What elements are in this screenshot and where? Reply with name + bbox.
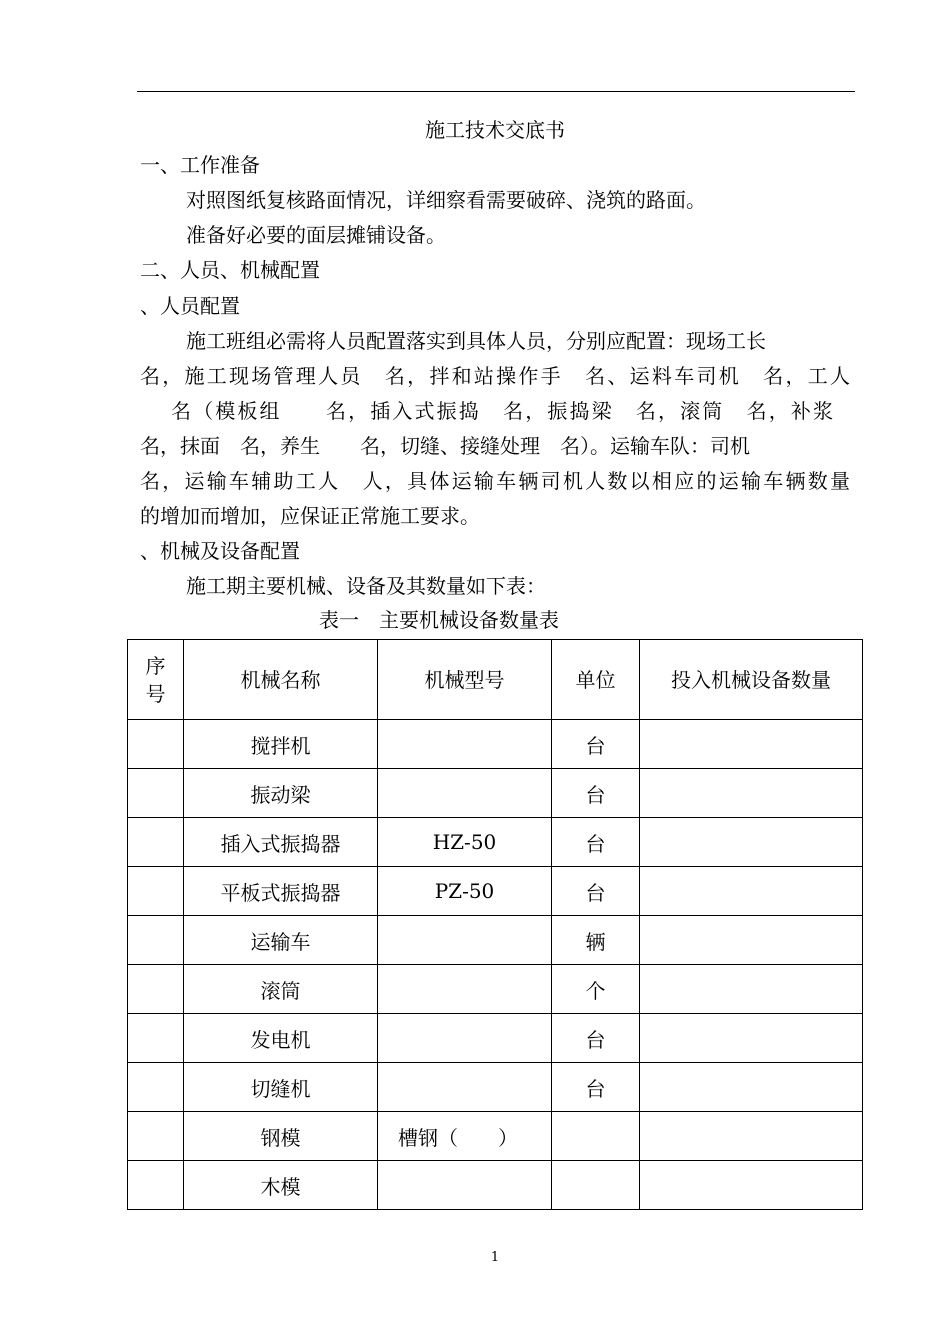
table-row [128,720,863,769]
header-machine-name: 机械名称 [184,640,378,720]
section-1-paragraph-2: 准备好必要的面层摊铺设备。 [186,223,446,247]
equipment-intro: 施工期主要机械、设备及其数量如下表： [186,574,546,598]
cell-no [128,818,184,867]
table-row [128,867,863,916]
cell-name: 振动梁 [184,769,378,818]
cell-model [378,769,552,818]
cell-no [128,867,184,916]
table-row [128,1161,863,1210]
cell-unit: 辆 [552,916,640,965]
cell-model [378,1161,552,1210]
cell-name: 木模 [184,1161,378,1210]
personnel-paragraph-line: 的增加而增加，应保证正常施工要求。 [140,504,480,528]
cell-model [378,1063,552,1112]
cell-no [128,1112,184,1161]
header-serial-no: 序 号 [128,640,184,720]
cell-name: 搅拌机 [184,720,378,769]
section-2-heading: 二、人员、机械配置 [140,258,320,282]
section-1-heading: 一、工作准备 [140,153,260,177]
cell-model [378,916,552,965]
section-1-paragraph-1: 对照图纸复核路面情况，详细察看需要破碎、浇筑的路面。 [186,188,706,212]
header-unit: 单位 [552,640,640,720]
cell-qty [640,1063,863,1112]
page-number: 1 [490,1250,500,1265]
cell-no [128,916,184,965]
cell-no [128,720,184,769]
cell-name: 滚筒 [184,965,378,1014]
cell-unit [552,1112,640,1161]
cell-model [378,965,552,1014]
cell-no [128,1161,184,1210]
personnel-paragraph-line: 名，运输车辅助工人 人，具体运输车辆司机人数以相应的运输车辆数量 [140,469,850,493]
cell-model: 槽钢（ ） [378,1112,552,1161]
table-row [128,1112,863,1161]
table-row [128,1014,863,1063]
personnel-paragraph-line: 名，抹面 名，养生 名，切缝、接缝处理 名）。运输车队：司机 [140,434,750,458]
cell-unit: 个 [552,965,640,1014]
equipment-table [127,639,863,1210]
cell-name: 钢模 [184,1112,378,1161]
personnel-paragraph-line: 名，施工现场管理人员 名，拌和站操作手 名、运料车司机 名，工人 [140,364,850,388]
cell-model [378,1014,552,1063]
table-row [128,769,863,818]
cell-qty [640,1161,863,1210]
document-title: 施工技术交底书 [425,118,565,142]
cell-model [378,720,552,769]
table-row [128,965,863,1014]
cell-no [128,769,184,818]
cell-unit: 台 [552,1063,640,1112]
cell-unit: 台 [552,1014,640,1063]
cell-model: PZ-50 [378,867,552,916]
cell-no [128,965,184,1014]
cell-qty [640,818,863,867]
cell-name: 插入式振捣器 [184,818,378,867]
cell-qty [640,720,863,769]
cell-name: 发电机 [184,1014,378,1063]
cell-qty [640,769,863,818]
header-machine-model: 机械型号 [378,640,552,720]
cell-qty [640,916,863,965]
cell-no [128,1014,184,1063]
cell-qty [640,965,863,1014]
cell-unit: 台 [552,867,640,916]
cell-name: 运输车 [184,916,378,965]
cell-model: HZ-50 [378,818,552,867]
cell-qty [640,1014,863,1063]
cell-unit: 台 [552,720,640,769]
table-row [128,916,863,965]
table-caption: 表一 主要机械设备数量表 [319,608,559,632]
cell-name: 切缝机 [184,1063,378,1112]
section-2-subheading-personnel: 、人员配置 [140,294,240,318]
personnel-paragraph-line: 施工班组必需将人员配置落实到具体人员，分别应配置：现场工长 [186,329,766,353]
cell-qty [640,1112,863,1161]
cell-name: 平板式振捣器 [184,867,378,916]
header-rule [137,91,855,92]
personnel-paragraph-line: 名（模板组 名，插入式振捣 名，振捣梁 名，滚筒 名，补浆 [171,399,833,423]
table-row [128,1063,863,1112]
cell-unit: 台 [552,818,640,867]
table-row [128,818,863,867]
section-2-subheading-equipment: 、机械及设备配置 [140,539,300,563]
cell-unit [552,1161,640,1210]
cell-no [128,1063,184,1112]
cell-qty [640,867,863,916]
table-header-row [128,640,863,720]
header-quantity: 投入机械设备数量 [640,640,863,720]
cell-unit: 台 [552,769,640,818]
